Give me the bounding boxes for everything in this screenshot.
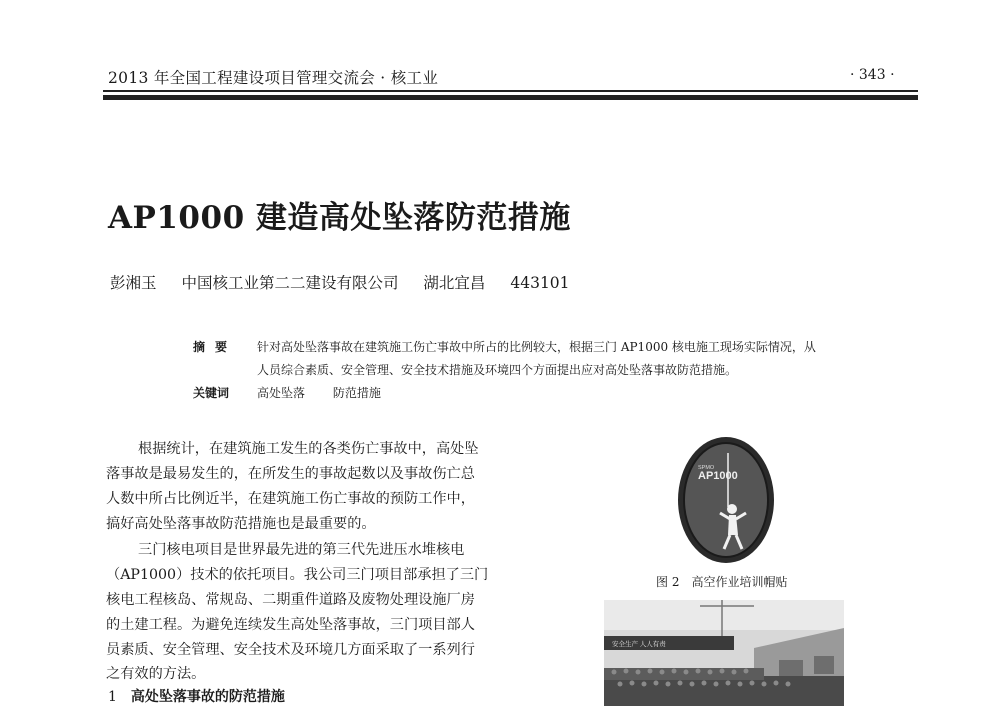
body-line: 搞好高处坠落事故防范措施也是最重要的。 — [106, 516, 376, 532]
body-line: （AP1000）技术的依托项目。我公司三门项目部承担了三门 — [106, 567, 489, 583]
body-line: 三门核电项目是世界最先进的第三代先进压水堆核电 — [138, 542, 465, 558]
body-line: 根据统计，在建筑施工发生的各类伤亡事故中，高处坠 — [138, 441, 479, 457]
body-line: 的土建工程。为避免连续发生高处坠落事故，三门项目部人 — [106, 617, 475, 633]
banner-text: 安全生产 人人有责 — [612, 641, 666, 648]
page-number: · 343 · — [850, 67, 895, 83]
header-rule-thin — [103, 90, 918, 92]
section-title: 高处坠落事故的防范措施 — [130, 689, 285, 705]
body-line: 落事故是最易发生的，在所发生的事故起数以及事故伤亡总 — [106, 466, 475, 482]
article-title: AP1000 建造高处坠落防范措施 — [108, 200, 571, 236]
figure-caption — [656, 573, 787, 590]
body-line: 员素质、安全管理、安全技术及环境几方面采取了一系列行 — [106, 642, 475, 658]
author-organization: 中国核工业第二二建设有限公司 — [181, 274, 399, 292]
author-line — [110, 271, 570, 293]
keywords-label: 关键词 — [193, 386, 230, 400]
figure-caption-text: 高空作业培训帽贴 — [691, 575, 788, 589]
keyword: 防范措施 — [332, 386, 381, 400]
site-photo-image — [604, 600, 844, 706]
section-number: 1 — [108, 689, 117, 705]
keywords — [257, 384, 405, 401]
abstract-line: 人员综合素质、安全管理、安全技术措施及环境四个方面提出应对高处坠落事故防范措施。 — [257, 363, 738, 377]
section-heading — [108, 686, 285, 706]
patch-text: AP1000 — [698, 470, 738, 482]
body-line: 人数中所占比例近半，在建筑施工伤亡事故的预防工作中， — [106, 491, 475, 507]
author-name: 彭湘玉 — [110, 274, 157, 292]
figure-label: 图 2 — [656, 575, 680, 589]
running-header: 2013 年全国工程建设项目管理交流会 · 核工业 — [108, 69, 439, 87]
helmet-patch-figure — [676, 435, 776, 565]
site-photo — [604, 600, 844, 706]
author-postcode: 443101 — [510, 274, 570, 292]
keyword: 高处坠落 — [257, 386, 306, 400]
abstract-line: 针对高处坠落事故在建筑施工伤亡事故中所占的比例较大，根据三门 AP1000 核电施工现场实际情况，从 — [257, 340, 816, 354]
patch-small-text: SPMO — [698, 465, 715, 471]
author-location: 湖北宜昌 — [423, 274, 486, 292]
helmet-patch-icon — [676, 435, 776, 565]
abstract-label: 摘要 — [193, 340, 238, 354]
body-line: 之有效的方法。 — [106, 666, 206, 682]
body-line: 核电工程核岛、常规岛、二期重件道路及废物处理设施厂房 — [106, 592, 475, 608]
header-rule-thick — [103, 95, 918, 100]
